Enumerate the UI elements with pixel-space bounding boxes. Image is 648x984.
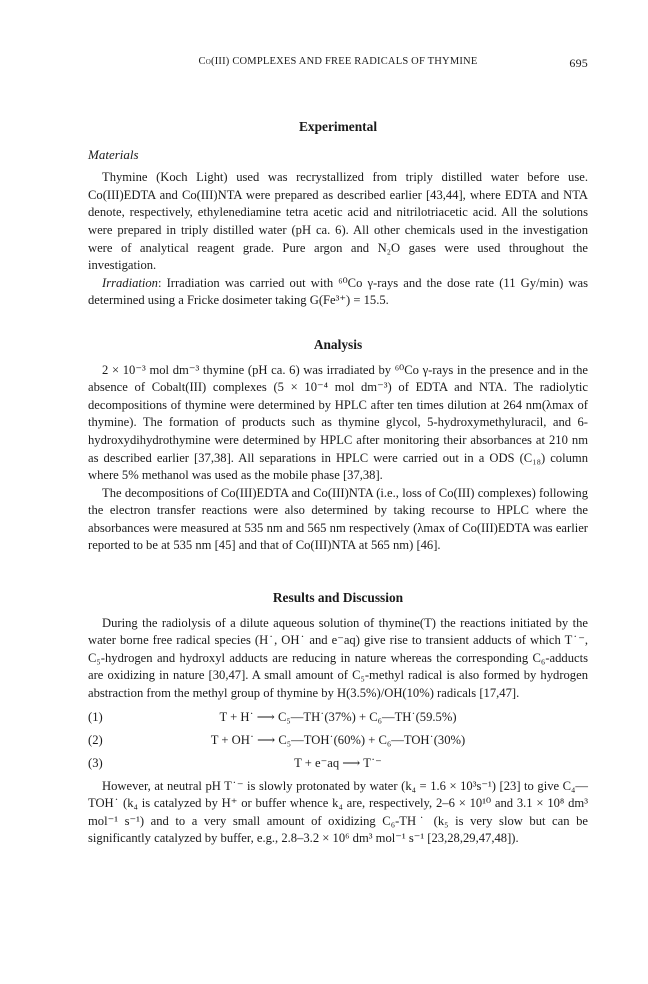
equation-1 (88, 709, 588, 726)
equation-number: (1) (88, 709, 103, 724)
analysis-paragraph-1: 2 × 10⁻³ mol dm⁻³ thymine (pH ca. 6) was irradiated by ⁶⁰Co γ-rays in the presence and in the absence of Cobalt(III) complexes (5 × 10⁻⁴ mol dm⁻³) of EDTA and NTA. The radiolytic decompositions of thymine were determined by HPLC after ten times dilution at 264 nm(λmax of thymine). The formation of products such as thymine glycol, 5-hydroxymethyluracil, and 6-hydroxydihydrothymine were determined by HPLC after monitoring their absorbances at 210 nm as described earlier [37,38]. All separations in HPLC were carried out in a ODS (C₁₈) column where 5% methanol was used as the mobile phase [37,38]. (88, 362, 588, 483)
section-heading-results: Results and Discussion (272, 590, 404, 606)
section-heading-experimental: Experimental (298, 119, 378, 134)
equation-list (88, 709, 588, 772)
results-paragraph-1: During the radiolysis of a dilute aqueous solution of thymine(T) the reactions initiated by the water borne free radical species (H˙, OH˙ and e⁻aq) give rise to transient adducts of which T˙⁻, C₅-hydrogen and hydroxyl adducts are reducing in nature whereas the corresponding C₆-adducts are oxidizing in nature [30,47]. A small amount of C₅-methyl radical is also formed by hydrogen abstraction from the methyl group of thymine by H(3.5%)/OH(10%) radicals [17,47]. (88, 615, 588, 701)
equation-number: (2) (88, 732, 103, 747)
irradiation-label: Irradiation (102, 275, 158, 290)
equation-text: T + H˙ ⟶ C₅—TH˙(37%) + C₆—TH˙(59.5%) (219, 709, 457, 724)
article-body (88, 118, 588, 848)
running-title: Co(III) COMPLEXES AND FREE RADICALS OF THYMINE (198, 56, 478, 67)
results-paragraph-2: However, at neutral pH T˙⁻ is slowly protonated by water (k₄ = 1.6 × 10³s⁻¹) [23] to give C₄—TOH˙ (k₄ is catalyzed by H⁺ or buffer whence k₄ are, respectively, 2–6 × 10¹⁰ and 3.1 × 10⁸ dm³ mol⁻¹ s⁻¹) and to a very small amount of oxidizing C₆-TH˙ (k₅ is very slow but can be significantly catalyzed by buffer, e.g., 2.8–3.2 × 10⁶ dm³ mol⁻¹ s⁻¹ [23,28,29,47,48]). (88, 778, 588, 846)
equation-text: T + e⁻aq ⟶ T˙⁻ (294, 755, 382, 770)
equation-3 (88, 755, 588, 772)
section-heading-analysis: Analysis (313, 336, 363, 352)
irradiation-paragraph (88, 275, 588, 310)
equation-number: (3) (88, 755, 103, 770)
irradiation-text: : Irradiation was carried out with ⁶⁰Co γ-rays and the dose rate (11 Gy/min) was determined using a Fricke dosimeter taking G(Fe³⁺) = 15.5. (88, 275, 588, 308)
equation-2 (88, 732, 588, 749)
equation-text: T + OH˙ ⟶ C₅—TOH˙(60%) + C₆—TOH˙(30%) (210, 732, 466, 747)
page-number: 695 (569, 56, 588, 70)
analysis-paragraph-2: The decompositions of Co(III)EDTA and Co(III)NTA (i.e., loss of Co(III) complexes) following the electron transfer reactions were also determined by taking recourse to HPLC where the absorbances were measured at 535 nm and 565 nm respectively (λmax of Co(III)EDTA was earlier reported to be at 535 nm [45] and that of Co(III)NTA at 565 nm) [46]. (88, 485, 588, 553)
materials-paragraph: Thymine (Koch Light) used was recrystallized from triply distilled water before use. Co(III)EDTA and Co(III)NTA were prepared as described earlier [43,44], where EDTA and NTA denote, respectively, ethylenediamine tetra acetic acid and nitrilotriacetic acid. All the solutions were prepared in triply distilled water (pH ca. 6). All other chemicals used in the investigation were of analytical reagent grade. Pure argon and N₂O gases were used throughout the investigation. (88, 170, 588, 273)
subheading-materials: Materials (88, 146, 139, 162)
